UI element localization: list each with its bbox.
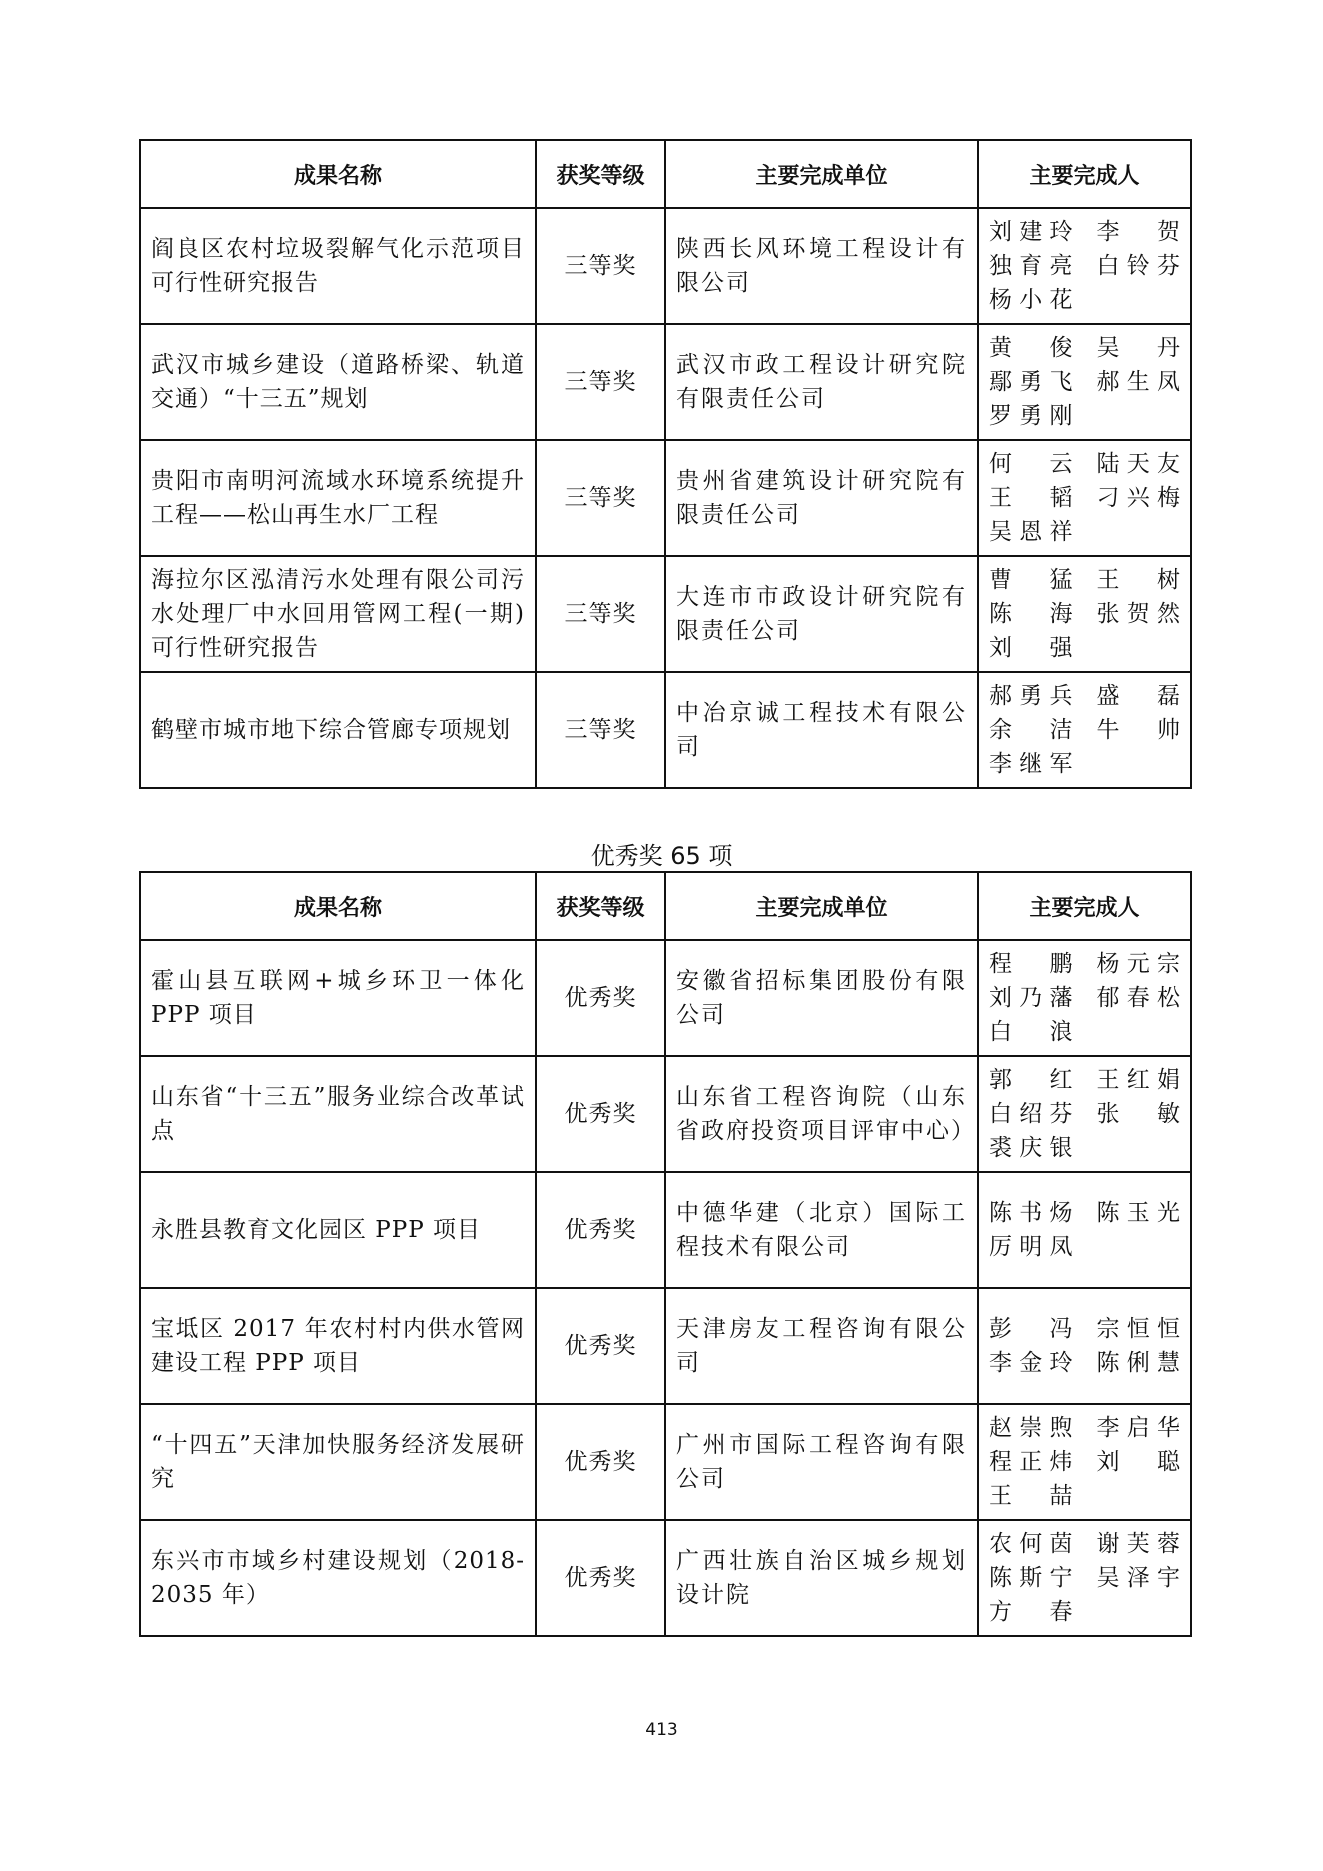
achievement-name-cell: 武汉市城乡建设（道路桥梁、轨道交通）“十三五”规划 [140, 324, 536, 440]
main-unit-cell: 中德华建（北京）国际工程技术有限公司 [665, 1172, 978, 1288]
achievement-name-cell: 海拉尔区泓清污水处理有限公司污水处理厂中水回用管网工程(一期)可行性研究报告 [140, 556, 536, 672]
person-name: 程正炜 [989, 1449, 1073, 1475]
table-row [140, 208, 1191, 324]
people-list [989, 1411, 1180, 1513]
table-body [140, 208, 1191, 788]
person-name: 农何茵 [989, 1531, 1073, 1557]
award-table-third-prize [139, 139, 1192, 789]
header-main-unit: 主要完成单位 [665, 140, 978, 208]
person-name: 刁兴梅 [1096, 485, 1180, 511]
people-list [989, 331, 1180, 433]
award-level-cell: 优秀奖 [536, 1056, 665, 1172]
page-number: 413 [645, 1720, 678, 1740]
main-unit-cell: 陕西长风环境工程设计有限公司 [665, 208, 978, 324]
award-level-cell: 优秀奖 [536, 1288, 665, 1404]
people-list [989, 1196, 1180, 1264]
main-people-cell [978, 1404, 1191, 1520]
person-name: 吴恩祥 [989, 519, 1073, 545]
award-level-cell: 优秀奖 [536, 1520, 665, 1636]
person-name: 白铃芬 [1096, 253, 1180, 279]
award-level-cell: 优秀奖 [536, 940, 665, 1056]
award-level-cell: 三等奖 [536, 208, 665, 324]
person-name: 李启华 [1096, 1415, 1180, 1441]
person-name: 赵崇煦 [989, 1415, 1073, 1441]
table-header-row [140, 140, 1191, 208]
header-main-people: 主要完成人 [978, 140, 1191, 208]
main-unit-cell: 山东省工程咨询院（山东省政府投资项目评审中心） [665, 1056, 978, 1172]
award-level-cell: 优秀奖 [536, 1172, 665, 1288]
main-people-cell [978, 440, 1191, 556]
main-people-cell [978, 1056, 1191, 1172]
award-level-cell: 三等奖 [536, 324, 665, 440]
person-name: 程 鹏 [989, 951, 1073, 977]
person-name: 郝生凤 [1096, 369, 1180, 395]
person-name: 张贺然 [1096, 601, 1180, 627]
award-level-cell: 三等奖 [536, 556, 665, 672]
person-name: 刘乃藩 [989, 985, 1073, 1011]
person-name: 曹 猛 [989, 567, 1073, 593]
person-name: 李继军 [989, 751, 1073, 777]
table-row [140, 940, 1191, 1056]
achievement-name-cell: 霍山县互联网+城乡环卫一体化PPP 项目 [140, 940, 536, 1056]
person-name: 王 树 [1096, 567, 1180, 593]
person-name: 白绍芬 [989, 1101, 1073, 1127]
person-name: 吴 丹 [1096, 335, 1180, 361]
people-list [989, 215, 1180, 317]
main-unit-cell: 武汉市政工程设计研究院有限责任公司 [665, 324, 978, 440]
main-people-cell [978, 556, 1191, 672]
table-row [140, 672, 1191, 788]
person-name: 李 贺 [1096, 219, 1180, 245]
table-row [140, 324, 1191, 440]
achievement-name-cell: 鹤壁市城市地下综合管廊专项规划 [140, 672, 536, 788]
person-name: 杨元宗 [1096, 951, 1180, 977]
main-people-cell [978, 672, 1191, 788]
table-row [140, 556, 1191, 672]
people-list [989, 1312, 1180, 1380]
people-list [989, 1527, 1180, 1629]
person-name: 独育亮 [989, 253, 1073, 279]
award-table-excellence [139, 871, 1192, 1637]
main-people-cell [978, 324, 1191, 440]
person-name: 王红娟 [1096, 1067, 1180, 1093]
person-name: 郝勇兵 [989, 683, 1073, 709]
award-level-cell: 优秀奖 [536, 1404, 665, 1520]
main-people-cell [978, 1520, 1191, 1636]
person-name: 裘庆银 [989, 1135, 1073, 1161]
person-name: 盛 磊 [1096, 683, 1180, 709]
person-name: 厉明凤 [989, 1234, 1073, 1260]
table-row [140, 1520, 1191, 1636]
main-people-cell [978, 1288, 1191, 1404]
person-name: 方 春 [989, 1599, 1073, 1625]
section-title: 优秀奖 65 项 [590, 842, 733, 870]
person-name: 余 洁 [989, 717, 1073, 743]
person-name: 陈 海 [989, 601, 1073, 627]
main-unit-cell: 天津房友工程咨询有限公司 [665, 1288, 978, 1404]
people-list [989, 447, 1180, 549]
achievement-name-cell: 宝坻区 2017 年农村村内供水管网建设工程 PPP 项目 [140, 1288, 536, 1404]
table-row [140, 1404, 1191, 1520]
person-name: 吴泽宇 [1096, 1565, 1180, 1591]
people-list [989, 679, 1180, 781]
person-name: 张 敏 [1096, 1101, 1180, 1127]
person-name: 刘 聪 [1096, 1449, 1180, 1475]
achievement-name-cell: 贵阳市南明河流域水环境系统提升工程——松山再生水厂工程 [140, 440, 536, 556]
person-name: 刘建玲 [989, 219, 1073, 245]
table-row [140, 1056, 1191, 1172]
people-list [989, 947, 1180, 1049]
table-row [140, 1172, 1191, 1288]
main-unit-cell: 安徽省招标集团股份有限公司 [665, 940, 978, 1056]
person-name: 杨小花 [989, 287, 1073, 313]
achievement-name-cell: 山东省“十三五”服务业综合改革试点 [140, 1056, 536, 1172]
person-name: 罗勇刚 [989, 403, 1073, 429]
main-unit-cell: 广西壮族自治区城乡规划设计院 [665, 1520, 978, 1636]
table-row [140, 1288, 1191, 1404]
achievement-name-cell: 永胜县教育文化园区 PPP 项目 [140, 1172, 536, 1288]
main-unit-cell: 大连市市政设计研究院有限责任公司 [665, 556, 978, 672]
main-people-cell [978, 208, 1191, 324]
person-name: 宗恒恒 [1096, 1316, 1180, 1342]
header-main-people: 主要完成人 [978, 872, 1191, 940]
header-achievement-name: 成果名称 [140, 140, 536, 208]
main-people-cell [978, 1172, 1191, 1288]
person-name: 陆天友 [1096, 451, 1180, 477]
award-level-cell: 三等奖 [536, 440, 665, 556]
header-award-level: 获奖等级 [536, 872, 665, 940]
table-row [140, 440, 1191, 556]
person-name: 彭 冯 [989, 1316, 1073, 1342]
people-list [989, 563, 1180, 665]
main-unit-cell: 中冶京诚工程技术有限公司 [665, 672, 978, 788]
person-name: 何 云 [989, 451, 1073, 477]
header-main-unit: 主要完成单位 [665, 872, 978, 940]
person-name: 鄢勇飞 [989, 369, 1073, 395]
table-body [140, 940, 1191, 1636]
person-name: 谢芙蓉 [1096, 1531, 1180, 1557]
person-name: 牛 帅 [1096, 717, 1180, 743]
person-name: 白 浪 [989, 1019, 1073, 1045]
person-name: 郁春松 [1096, 985, 1180, 1011]
header-achievement-name: 成果名称 [140, 872, 536, 940]
achievement-name-cell: “十四五”天津加快服务经济发展研究 [140, 1404, 536, 1520]
main-people-cell [978, 940, 1191, 1056]
person-name: 陈书炀 [989, 1200, 1073, 1226]
table-header-row [140, 872, 1191, 940]
main-unit-cell: 贵州省建筑设计研究院有限责任公司 [665, 440, 978, 556]
person-name: 刘 强 [989, 635, 1073, 661]
main-unit-cell: 广州市国际工程咨询有限公司 [665, 1404, 978, 1520]
person-name: 王 喆 [989, 1483, 1073, 1509]
people-list [989, 1063, 1180, 1165]
award-level-cell: 三等奖 [536, 672, 665, 788]
person-name: 郭 红 [989, 1067, 1073, 1093]
person-name: 王 韬 [989, 485, 1073, 511]
person-name: 陈玉光 [1096, 1200, 1180, 1226]
person-name: 陈斯宁 [989, 1565, 1073, 1591]
achievement-name-cell: 东兴市市域乡村建设规划（2018-2035 年） [140, 1520, 536, 1636]
header-award-level: 获奖等级 [536, 140, 665, 208]
person-name: 陈俐慧 [1096, 1350, 1180, 1376]
person-name: 黄 俊 [989, 335, 1073, 361]
achievement-name-cell: 阎良区农村垃圾裂解气化示范项目可行性研究报告 [140, 208, 536, 324]
person-name: 李金玲 [989, 1350, 1073, 1376]
